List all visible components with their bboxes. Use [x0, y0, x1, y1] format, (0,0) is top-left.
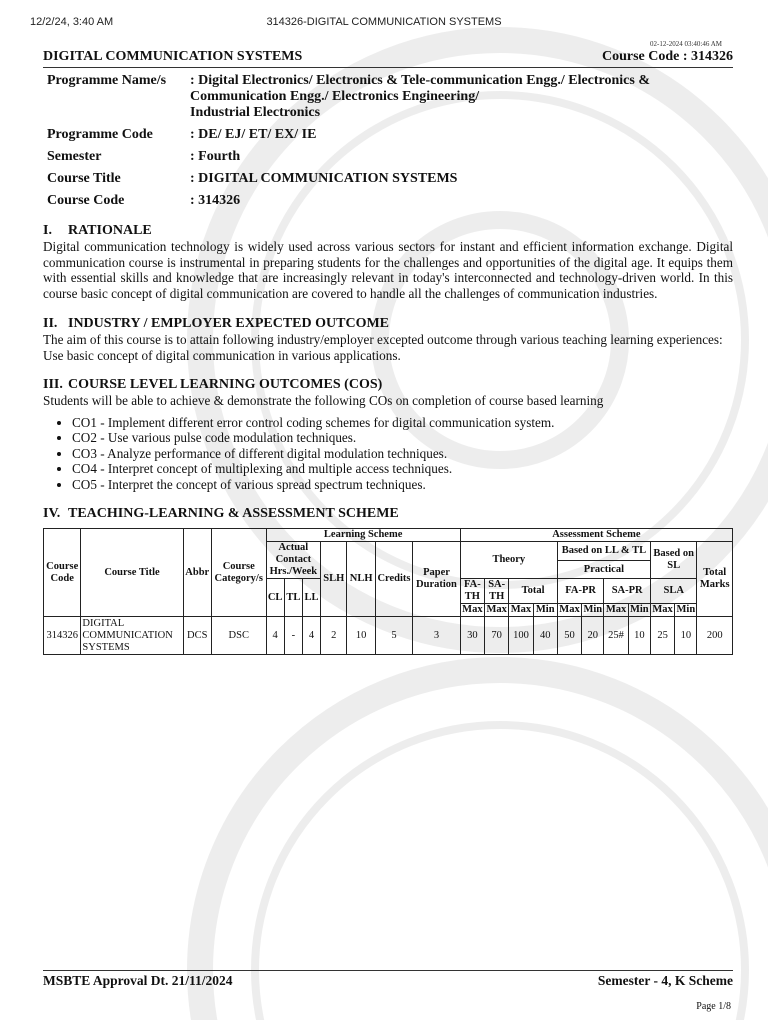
th-sa-pr: SA-PR — [604, 579, 651, 604]
th-slh: SLH — [321, 542, 347, 617]
th-credits: Credits — [375, 542, 412, 617]
cell-category: DSC — [211, 617, 266, 655]
page-footer — [43, 970, 733, 989]
cell-tl: - — [284, 617, 302, 655]
th-total: Total — [509, 579, 558, 604]
cell-sa-pr-max: 25# — [604, 617, 628, 655]
th-practical: Practical — [557, 560, 650, 579]
th-course-code: Course Code — [44, 529, 81, 617]
course-title-label: Course Title — [47, 171, 121, 186]
list-item: • CO3 - Analyze performance of different digital modulation techniques. — [72, 446, 733, 462]
cell-abbr: DCS — [183, 617, 211, 655]
page-number: Page 1/8 — [696, 1001, 731, 1012]
course-title-value: : DIGITAL COMMUNICATION SYSTEMS — [190, 171, 458, 186]
cell-ll: 4 — [302, 617, 320, 655]
course-code-label: Course Code — [47, 193, 125, 208]
cell-paper: 3 — [413, 617, 461, 655]
th-min: Min — [629, 604, 649, 616]
list-item: • CO2 - Use various pulse code modulation techniques. — [72, 430, 733, 446]
th-paper-duration: Paper Duration — [413, 542, 461, 617]
th-category: Course Category/s — [211, 529, 266, 617]
cell-nlh: 10 — [347, 617, 375, 655]
cell-sa-th-max: 70 — [485, 617, 509, 655]
cos-intro: Students will be able to achieve & demonstrate the following COs on completion of course based learning — [43, 393, 604, 409]
th-based-ll-tl: Based on LL & TL — [557, 542, 650, 561]
th-actual-contact: Actual Contact Hrs./Week — [266, 542, 321, 579]
cos-list — [43, 415, 733, 493]
cell-fa-pr-max: 50 — [557, 617, 581, 655]
semester-scheme: Semester - 4, K Scheme — [597, 973, 733, 988]
semester-label: Semester — [47, 149, 102, 164]
th-abbr: Abbr — [183, 529, 211, 617]
list-item: • CO1 - Implement different error control coding schemes for digital communication system. — [72, 415, 733, 431]
cell-sa-pr-min: 10 — [628, 617, 650, 655]
industry-text-2: Use basic concept of digital communication in various applications. — [43, 347, 401, 363]
document-page — [43, 48, 733, 655]
cell-total-max: 100 — [509, 617, 533, 655]
generated-stamp: 02-12-2024 03:40:46 AM — [650, 40, 722, 48]
browser-print-header — [30, 16, 738, 30]
cos-heading: III. COURSE LEVEL LEARNING OUTCOMES (COS) — [43, 377, 383, 393]
cell-slh: 2 — [321, 617, 347, 655]
table-row — [44, 617, 733, 655]
cell-cl: 4 — [266, 617, 284, 655]
programme-code-value: : DE/ EJ/ ET/ EX/ IE — [190, 127, 317, 142]
th-max: Max — [510, 604, 532, 616]
th-max: Max — [652, 604, 673, 616]
rationale-heading: I. RATIONALE — [43, 223, 152, 238]
cell-code: 314326 — [44, 617, 81, 655]
cell-fa-pr-min: 20 — [582, 617, 604, 655]
th-min: Min — [533, 604, 557, 617]
th-sa-th: SA-TH — [485, 579, 509, 604]
course-code-header: Course Code : 314326 — [601, 49, 733, 64]
th-cl: CL — [266, 579, 284, 617]
th-min: Min — [583, 604, 603, 616]
print-datetime: 12/2/24, 3:40 AM — [30, 16, 114, 28]
scheme-heading: IV. TEACHING-LEARNING & ASSESSMENT SCHEME — [43, 506, 399, 522]
th-max: Max — [605, 604, 627, 616]
th-assessment-scheme: Assessment Scheme — [460, 529, 732, 542]
th-min: Min — [676, 604, 696, 616]
print-doc-title: 314326-DIGITAL COMMUNICATION SYSTEMS — [266, 16, 502, 28]
th-fa-pr: FA-PR — [557, 579, 604, 604]
th-tl: TL — [284, 579, 302, 617]
industry-heading: II. INDUSTRY / EMPLOYER EXPECTED OUTCOME — [43, 315, 390, 331]
th-theory: Theory — [460, 542, 557, 579]
course-code-value: : 314326 — [190, 193, 241, 208]
rationale-text: Digital communication technology is widely used across various sectors for instant and efficient information exchange. Digital communication course is instrumental in preparing students for the challenges and opportunities of the digital age. It equips them with essential skills and knowledge that are increasingly relevant in today's interconnected and technology-driven world. In this course basic concept of digital communication are covered to handle all the challenges of communication industries. — [43, 239, 733, 302]
programme-name-value: : Digital Electronics/ Electronics & Tele-communication Engg./ Electronics & Communication Engg./ Electronics Engineering/ Industrial Electronics — [190, 73, 651, 120]
cell-credits: 5 — [375, 617, 412, 655]
cell-title: DIGITAL COMMUNICATION SYSTEMS — [81, 617, 183, 655]
th-ll: LL — [302, 579, 320, 617]
cell-sla-min: 10 — [675, 617, 697, 655]
approval-date: MSBTE Approval Dt. 21/11/2024 — [43, 973, 233, 988]
cell-fa-th-max: 30 — [460, 617, 484, 655]
th-sla: SLA — [650, 579, 697, 604]
cell-total-min: 40 — [533, 617, 557, 655]
programme-name-label: Programme Name/s — [47, 73, 167, 88]
cell-sla-max: 25 — [650, 617, 674, 655]
th-fa-th: FA-TH — [460, 579, 484, 604]
th-learning-scheme: Learning Scheme — [266, 529, 460, 542]
industry-text: The aim of this course is to attain following industry/employer excepted outcome through various teaching learning experiences: — [43, 331, 723, 347]
th-max: Max — [462, 604, 483, 616]
programme-code-label: Programme Code — [47, 127, 153, 142]
th-nlh: NLH — [347, 542, 375, 617]
scheme-table — [43, 528, 733, 655]
cell-total-marks: 200 — [697, 617, 733, 655]
th-max: Max — [559, 604, 580, 616]
th-based-sl: Based on SL — [650, 542, 697, 579]
list-item: • CO4 - Interpret concept of multiplexing and multiple access techniques. — [72, 461, 733, 477]
th-max: Max — [486, 604, 507, 616]
semester-value: : Fourth — [190, 149, 241, 164]
programme-details — [43, 73, 733, 209]
th-total-marks: Total Marks — [697, 542, 733, 617]
course-name: DIGITAL COMMUNICATION SYSTEMS — [43, 49, 303, 64]
list-item: • CO5 - Interpret the concept of various spread spectrum techniques. — [72, 477, 733, 493]
course-header — [43, 48, 733, 68]
th-course-title: Course Title — [81, 529, 183, 617]
